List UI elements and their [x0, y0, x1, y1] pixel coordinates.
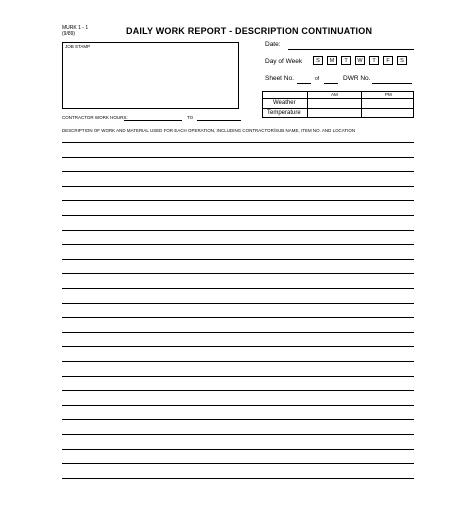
description-line[interactable] — [62, 390, 414, 391]
am-temperature-cell[interactable] — [308, 109, 360, 117]
job-stamp-label: JOB STAMP — [65, 44, 91, 49]
description-line[interactable] — [62, 157, 414, 158]
description-line[interactable] — [62, 317, 414, 318]
form-code-line-1: MURK 1 - 1 — [62, 25, 89, 31]
description-line[interactable] — [62, 215, 414, 216]
date-label: Date: — [265, 41, 281, 48]
description-label: DESCRIPTION OF WORK AND MATERIAL USED FOR EACH OPERATION, INCLUDING CONTRACTOR/SUB NAME, ITEM NO. AND LOCATION — [62, 128, 356, 133]
description-line[interactable] — [62, 376, 414, 377]
day-box-monday[interactable]: M — [327, 56, 337, 65]
description-line[interactable] — [62, 434, 414, 435]
weather-table — [262, 91, 414, 118]
form-code — [62, 25, 88, 37]
pm-header: PM — [385, 92, 392, 97]
day-box-wednesday[interactable]: W — [355, 56, 365, 65]
description-line[interactable] — [62, 200, 414, 201]
pm-weather-cell[interactable] — [362, 99, 414, 107]
description-line[interactable] — [62, 273, 414, 274]
day-of-week-label: Day of Week — [265, 58, 303, 65]
description-line[interactable] — [62, 244, 414, 245]
temperature-label: Temperature — [267, 110, 301, 116]
weather-label: Weather — [273, 100, 296, 106]
form-title: DAILY WORK REPORT - DESCRIPTION CONTINUATION — [126, 26, 373, 36]
description-line[interactable] — [62, 346, 414, 347]
day-box-sunday[interactable]: S — [313, 56, 323, 65]
contractor-hours-from-field[interactable] — [124, 120, 182, 121]
am-header: AM — [331, 92, 338, 97]
description-line[interactable] — [62, 171, 414, 172]
description-line[interactable] — [62, 463, 414, 464]
job-stamp-box[interactable] — [62, 42, 239, 109]
description-line[interactable] — [62, 303, 414, 304]
to-label: TO — [187, 115, 194, 120]
description-line[interactable] — [62, 361, 414, 362]
description-line[interactable] — [62, 332, 414, 333]
sheet-no-field[interactable] — [297, 83, 311, 84]
form-code-line-2: (9/89) — [62, 31, 76, 37]
description-line[interactable] — [62, 419, 414, 420]
day-box-tuesday[interactable]: T — [341, 56, 351, 65]
description-line[interactable] — [62, 259, 414, 260]
sheet-total-field[interactable] — [324, 83, 338, 84]
dwr-no-field[interactable] — [372, 83, 412, 84]
day-box-thursday[interactable]: T — [369, 56, 379, 65]
description-line[interactable] — [62, 288, 414, 289]
day-box-saturday[interactable]: S — [397, 56, 407, 65]
description-line[interactable] — [62, 449, 414, 450]
description-line[interactable] — [62, 405, 414, 406]
of-label: of — [315, 76, 320, 82]
dwr-no-label: DWR No. — [343, 75, 371, 82]
pm-temperature-cell[interactable] — [362, 109, 414, 117]
am-weather-cell[interactable] — [308, 99, 360, 107]
description-line[interactable] — [62, 230, 414, 231]
sheet-no-label: Sheet No. — [265, 75, 294, 82]
day-box-friday[interactable]: F — [383, 56, 393, 65]
description-line[interactable] — [62, 478, 414, 479]
date-field[interactable] — [288, 49, 414, 50]
description-line[interactable] — [62, 142, 414, 143]
contractor-work-hours-label: CONTRACTOR WORK HOURS: — [62, 115, 128, 120]
description-line[interactable] — [62, 186, 414, 187]
contractor-hours-to-field[interactable] — [197, 120, 241, 121]
